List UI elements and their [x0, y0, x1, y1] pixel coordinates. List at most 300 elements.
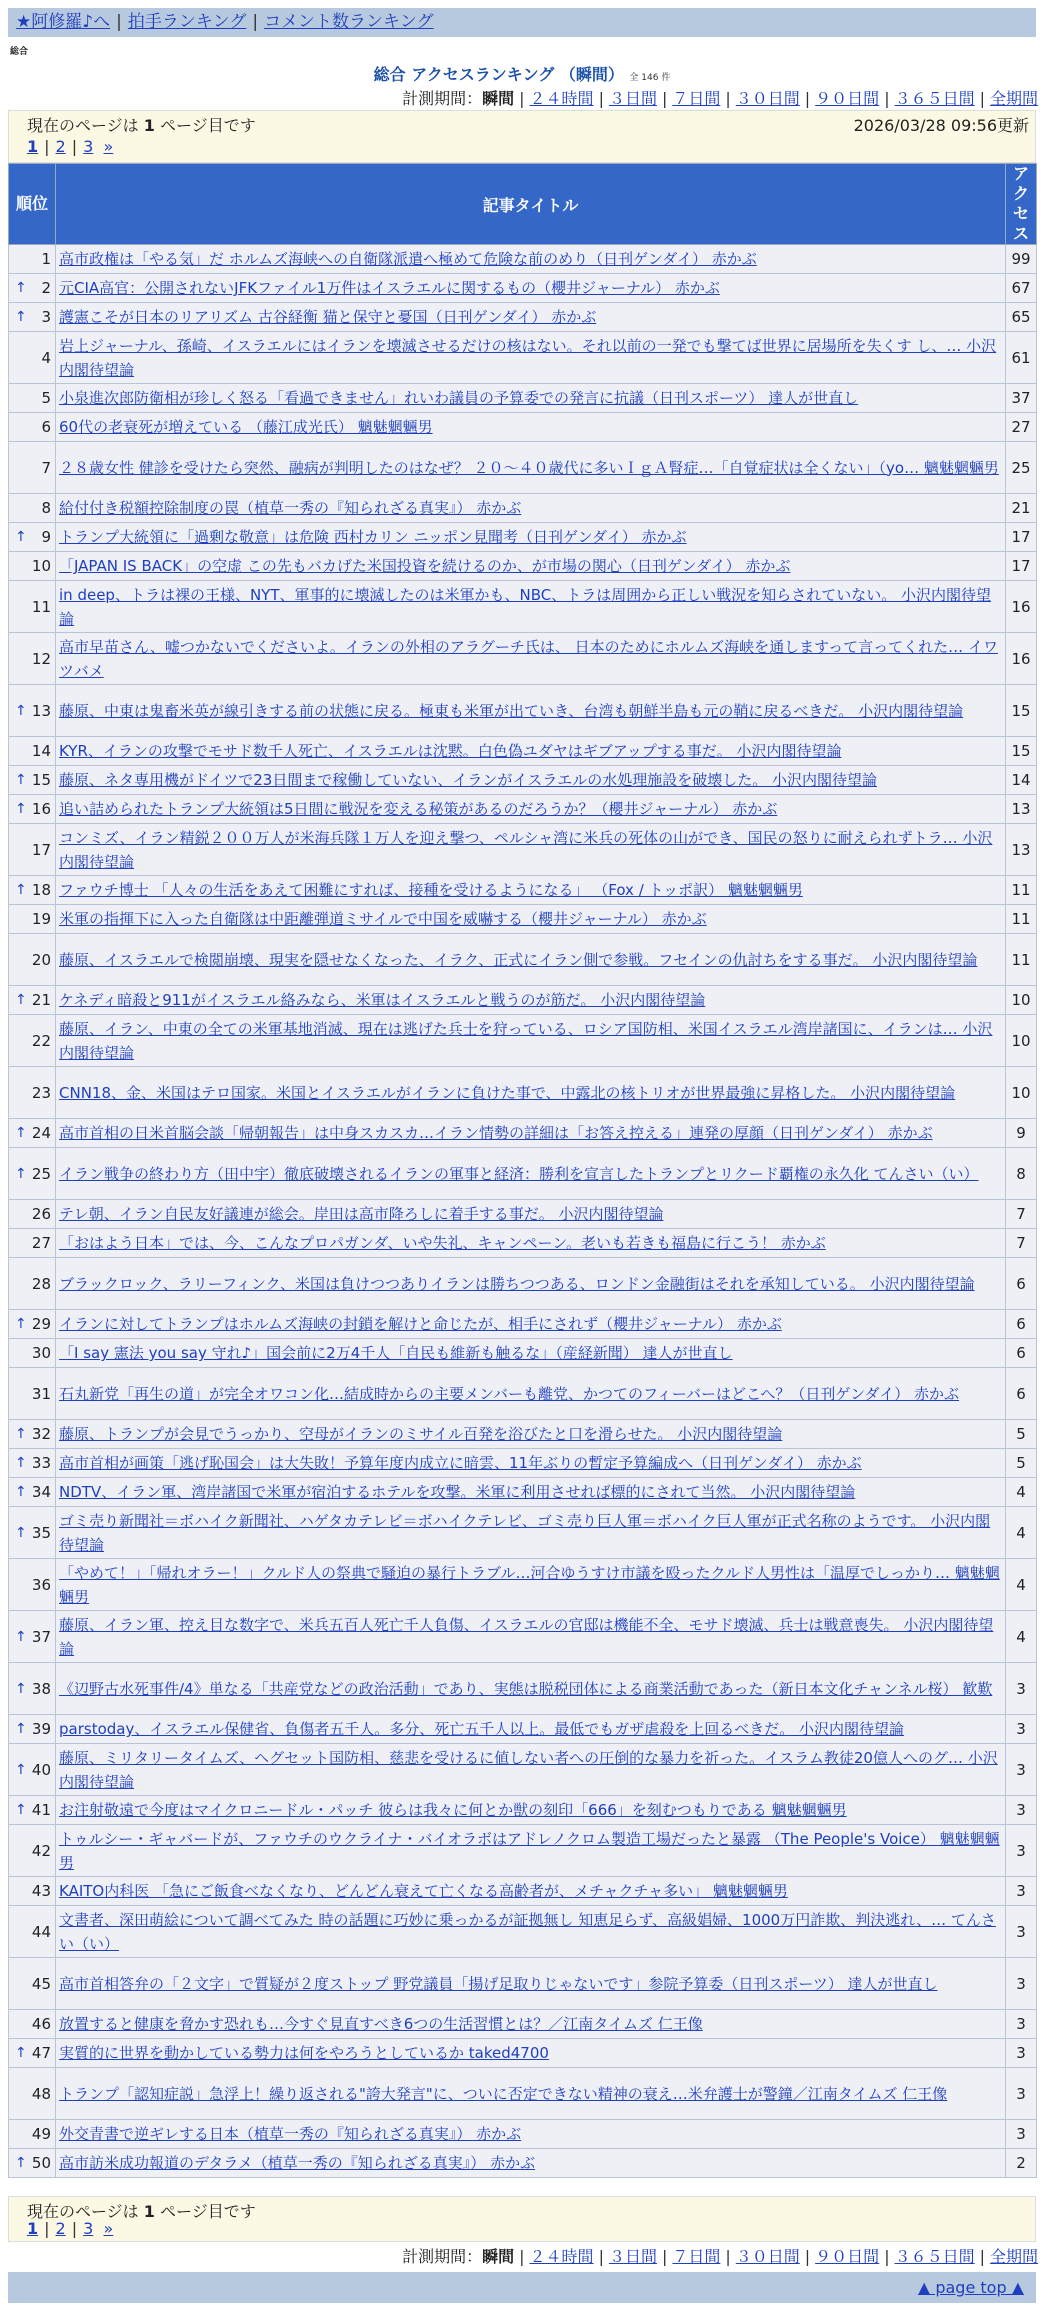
- article-link[interactable]: 実質的に世界を動かしている勢力は何をやろうとしているか taked4700: [59, 2044, 549, 2062]
- access-count: 6: [1006, 1368, 1037, 1420]
- table-row: [9, 1067, 1037, 1119]
- rank-cell: [9, 1715, 56, 1744]
- article-link[interactable]: 米軍の指揮下に入った自衛隊は中距離弾道ミサイルで中国を威嚇する（櫻井ジャーナル） 赤かぶ: [59, 910, 707, 928]
- up-arrow-icon: ↑: [15, 992, 27, 1008]
- rank-cell: [9, 1559, 56, 1611]
- access-count: 13: [1006, 824, 1037, 876]
- rank-cell: [9, 633, 56, 685]
- period-30d[interactable]: ３０日間: [735, 2247, 800, 2266]
- access-count: 5: [1006, 1449, 1037, 1478]
- up-arrow-icon: ↑: [15, 1165, 27, 1182]
- table-row: [9, 245, 1037, 274]
- rank-number: 35: [31, 1523, 51, 1542]
- article-link[interactable]: 《辺野古水死事件/4》単なる「共産党などの政治活動」であり、実態は脱税団体による商業活動であった（新日本文化チャンネル桜） 歓歎: [59, 1679, 993, 1698]
- title-cell: [56, 824, 1006, 876]
- title-cell: [56, 1611, 1006, 1663]
- rank-cell: [9, 274, 56, 303]
- rank-number: 24: [31, 1124, 51, 1142]
- article-link[interactable]: トランプ大統領に「過剰な敬意」は危険 西村カリン ニッポン見聞考（日刊ゲンダイ） 赤かぶ: [59, 528, 687, 546]
- up-arrow-icon: ↑: [15, 1484, 27, 1500]
- rank-cell: [9, 1449, 56, 1478]
- table-row: [9, 1310, 1037, 1339]
- rank-number: 8: [41, 499, 51, 517]
- title-cell: [56, 332, 1006, 384]
- access-count: 4: [1006, 1507, 1037, 1559]
- article-link[interactable]: 高市訪米成功報道のデタラメ（植草一秀の『知られざる真実』） 赤かぶ: [59, 2154, 536, 2172]
- period-all[interactable]: 全期間: [989, 89, 1038, 108]
- table-row: [9, 384, 1037, 413]
- article-link[interactable]: 高市首相答弁の「２文字」で質疑が２度ストップ 野党議員「揚げ足取りじゃないです」参院予算委（日刊スポーツ） 達人が世直し: [59, 1974, 938, 1993]
- access-count: 10: [1006, 1067, 1037, 1119]
- rank-cell: [9, 1478, 56, 1507]
- access-count: 16: [1006, 633, 1037, 685]
- title-cell: [56, 1877, 1006, 1906]
- rank-number: 13: [31, 701, 51, 720]
- page-link-3[interactable]: 3: [83, 2219, 94, 2238]
- rank-cell: [9, 905, 56, 934]
- article-link[interactable]: コンミズ、イラン精鋭２００万人が米海兵隊１万人を迎え撃つ、ペルシャ湾に米兵の死体の山ができ、国民の怒りに耐えられずトラ… 小沢内閣待望論: [59, 828, 993, 871]
- rank-cell: [9, 1796, 56, 1825]
- period-90d[interactable]: ９０日間: [815, 89, 880, 108]
- access-count: 3: [1006, 1877, 1037, 1906]
- access-count: 27: [1006, 413, 1037, 442]
- access-count: 3: [1006, 1825, 1037, 1877]
- table-row: [9, 413, 1037, 442]
- title-cell: [56, 1559, 1006, 1611]
- article-link[interactable]: 高市首相の日米首脳会談「帰朝報告」は中身スカスカ…イラン情勢の詳細は「お答え控える」連発の厚顔（日刊ゲンダイ） 赤かぶ: [59, 1124, 933, 1142]
- rank-cell: [9, 442, 56, 494]
- access-count: 10: [1006, 986, 1037, 1015]
- rank-number: 45: [31, 1974, 51, 1993]
- article-link[interactable]: トランプ「認知症説」急浮上！繰り返される"誇大発言"に、ついに否定できない精神の衰え…米弁護士が警鐘／江南タイムズ 仁王像: [59, 2084, 948, 2103]
- title-cell: [56, 1796, 1006, 1825]
- page-info-top: [8, 110, 1036, 163]
- rank-cell: [9, 1148, 56, 1200]
- page-info-text: 現在のページは 1 ページ目です: [27, 116, 256, 135]
- period-label: 計測期間：: [402, 89, 483, 108]
- rank-number: 23: [31, 1083, 51, 1102]
- table-row: [9, 303, 1037, 332]
- rank-cell: [9, 413, 56, 442]
- rank-cell: [9, 1663, 56, 1715]
- rank-number: 9: [41, 528, 51, 546]
- article-link[interactable]: NDTV、イラン軍、湾岸諸国で米軍が宿泊するホテルを攻撃。米軍に利用させれば標的にされて当然。 小沢内閣待望論: [59, 1483, 856, 1501]
- up-arrow-icon: ↑: [15, 702, 27, 719]
- title-cell: [56, 303, 1006, 332]
- total-count: 全 146 件: [629, 73, 671, 83]
- up-arrow-icon: ↑: [15, 882, 27, 898]
- rank-number: 49: [31, 2125, 51, 2143]
- rank-cell: [9, 384, 56, 413]
- table-row: [9, 795, 1037, 824]
- article-link[interactable]: 岩上ジャーナル、孫崎、イスラエルにはイランを壊滅させるだけの核はない。それ以前の一発でも撃てば世界に居場所を失くす し、… 小沢内閣待望論: [59, 336, 997, 379]
- article-link[interactable]: 文書者、深田萌絵について調べてみた 時の話題に巧妙に乗っかるが証拠無し 知恵足らず、高級娼婦、1000万円詐欺、判決逃れ、… てんさい（い）: [59, 1910, 996, 1953]
- access-count: 3: [1006, 2039, 1037, 2068]
- rank-number: 17: [31, 840, 51, 859]
- article-link[interactable]: ケネディ暗殺と911がイスラエル絡みなら、米軍はイスラエルと戦うのが筋だ。 小沢内閣待望論: [59, 991, 706, 1009]
- rank-cell: [9, 2120, 56, 2149]
- table-row: [9, 905, 1037, 934]
- rank-number: 37: [31, 1627, 51, 1646]
- article-link[interactable]: 高市首相が画策「逃げ恥国会」は大失敗！予算年度内成立に暗雲、11年ぶりの暫定予算編成へ（日刊ゲンダイ） 赤かぶ: [59, 1454, 862, 1472]
- table-row: [9, 581, 1037, 633]
- period-365d[interactable]: ３６５日間: [894, 2247, 975, 2266]
- rank-cell: [9, 766, 56, 795]
- rank-number: 40: [31, 1760, 51, 1779]
- access-count: 3: [1006, 1663, 1037, 1715]
- article-link[interactable]: 藤原、イラン軍、控え目な数字で、米兵五百人死亡千人負傷、イスラエルの官邸は機能不全、モサド壊滅、兵士は戦意喪失。 小沢内閣待望論: [59, 1615, 994, 1658]
- article-link[interactable]: 高市政権は「やる気」だ ホルムズ海峡への自衛隊派遣へ極めて危険な前のめり（日刊ゲンダイ） 赤かぶ: [59, 250, 757, 268]
- rank-number: 39: [31, 1720, 51, 1738]
- table-row: [9, 1559, 1037, 1611]
- table-row: [9, 1715, 1037, 1744]
- table-row: [9, 1796, 1037, 1825]
- access-count: 25: [1006, 442, 1037, 494]
- period-365d[interactable]: ３６５日間: [894, 89, 975, 108]
- rank-cell: [9, 986, 56, 1015]
- title-cell: [56, 581, 1006, 633]
- access-count: 7: [1006, 1200, 1037, 1229]
- title-cell: [56, 523, 1006, 552]
- comment-ranking-link[interactable]: コメント数ランキング: [264, 12, 434, 32]
- title-cell: [56, 633, 1006, 685]
- rank-cell: [9, 2149, 56, 2178]
- access-count: 11: [1006, 934, 1037, 986]
- access-count: 11: [1006, 876, 1037, 905]
- title-cell: [56, 413, 1006, 442]
- rank-number: 4: [41, 348, 51, 367]
- rank-number: 30: [31, 1344, 51, 1362]
- article-link[interactable]: 小泉進次郎防衛相が珍しく怒る「看過できません」れいわ議員の予算委での発言に抗議（日刊スポーツ） 達人が世直し: [59, 389, 859, 407]
- article-link[interactable]: KYR、イランの攻撃でモサド数千人死亡、イスラエルは沈黙。白色偽ユダヤはギブアップする事だ。 小沢内閣待望論: [59, 742, 842, 760]
- rank-number: 16: [31, 800, 51, 818]
- table-row: [9, 934, 1037, 986]
- article-link[interactable]: 「おはよう日本」では、今、こんなプロパガンダ、いや失礼、キャンペーン。老いも若きも福島に行こう！ 赤かぶ: [59, 1234, 826, 1252]
- title-cell: [56, 1507, 1006, 1559]
- table-row: [9, 1258, 1037, 1310]
- table-row: [9, 332, 1037, 384]
- access-count: 13: [1006, 795, 1037, 824]
- rank-number: 31: [31, 1384, 51, 1403]
- access-count: 11: [1006, 905, 1037, 934]
- title-cell: [56, 1906, 1006, 1958]
- article-link[interactable]: 「JAPAN IS BACK」の空虚 この先もバカげた米国投資を続けるのか、が市場の関心（日刊ゲンダイ） 赤かぶ: [59, 557, 791, 575]
- article-link[interactable]: ゴミ売り新聞社＝ボハイク新聞社、ハゲタカテレビ＝ボハイクテレビ、ゴミ売り巨人軍＝ボハイク巨人軍が正式名称のようです。 小沢内閣待望論: [59, 1511, 991, 1554]
- table-row: [9, 876, 1037, 905]
- period-label: 計測期間：: [402, 2247, 483, 2266]
- period-3d[interactable]: ３日間: [608, 2247, 657, 2266]
- table-row: [9, 1119, 1037, 1148]
- page-link-2[interactable]: 2: [55, 2219, 66, 2238]
- access-count: 99: [1006, 245, 1037, 274]
- article-link[interactable]: in deep、トラは裸の王様、NYT、軍事的に壊滅したのは米軍かも、NBC、トラは周囲から正しい戦況を知らされていない。 小沢内閣待望論: [59, 585, 991, 628]
- table-row: [9, 1507, 1037, 1559]
- article-link[interactable]: 追い詰められたトランプ大統領は5日間に戦況を変える秘策があるのだろうか？（櫻井ジャーナル） 赤かぶ: [59, 800, 778, 818]
- rank-number: 1: [41, 250, 51, 268]
- table-row: [9, 1339, 1037, 1368]
- page-link-1[interactable]: 1: [27, 2219, 39, 2238]
- title-cell: [56, 1148, 1006, 1200]
- up-arrow-icon: ↑: [15, 2045, 27, 2061]
- rank-number: 42: [31, 1841, 51, 1860]
- rank-number: 15: [31, 771, 51, 789]
- rank-cell: [9, 1310, 56, 1339]
- rank-cell: [9, 2068, 56, 2120]
- title-cell: [56, 1449, 1006, 1478]
- title-cell: [56, 934, 1006, 986]
- rank-number: 27: [31, 1234, 51, 1252]
- table-row: [9, 685, 1037, 737]
- rank-cell: [9, 494, 56, 523]
- article-link[interactable]: 高市早苗さん、嘘つかないでくださいよ。イランの外相のアラグーチ氏は、 日本のためにホルムズ海峡を通しますって言ってくれた… イワツバメ: [59, 637, 998, 680]
- table-row: [9, 1015, 1037, 1067]
- access-count: 6: [1006, 1258, 1037, 1310]
- table-row: [9, 1200, 1037, 1229]
- clap-ranking-link[interactable]: 拍手ランキング: [127, 12, 247, 32]
- rank-number: 33: [31, 1454, 51, 1472]
- title-cell: [56, 2010, 1006, 2039]
- access-count: 4: [1006, 1559, 1037, 1611]
- page-link-2[interactable]: 2: [55, 137, 66, 156]
- period-selector-top: 計測期間：瞬間 | ２４時間 | ３日間 | ７日間 | ３０日間 | ９０日間 | ３６５日間 | 全期間: [402, 89, 1038, 108]
- page-link-1[interactable]: 1: [27, 137, 39, 156]
- title-cell: [56, 442, 1006, 494]
- rank-cell: [9, 1958, 56, 2010]
- title-cell: [56, 2039, 1006, 2068]
- rank-number: 7: [41, 458, 51, 477]
- access-count: 8: [1006, 1148, 1037, 1200]
- up-arrow-icon: ↑: [15, 309, 27, 325]
- title-cell: [56, 2120, 1006, 2149]
- title-cell: [56, 685, 1006, 737]
- up-arrow-icon: ↑: [15, 1125, 27, 1141]
- rank-number: 12: [31, 649, 51, 668]
- page-next-link[interactable]: »: [103, 2219, 114, 2238]
- table-row: [9, 2010, 1037, 2039]
- article-link[interactable]: テレ朝、イラン自民友好議連が総会。岸田は高市降ろしに着手する事だ。 小沢内閣待望論: [59, 1205, 664, 1223]
- up-arrow-icon: ↑: [15, 1455, 27, 1471]
- article-link[interactable]: イラン戦争の終わり方（田中宇）徹底破壊されるイランの軍事と経済：勝利を宣言したトランプとリクード覇権の永久化 てんさい（い）: [59, 1164, 979, 1183]
- table-row: [9, 1906, 1037, 1958]
- title-cell: [56, 245, 1006, 274]
- article-link[interactable]: お注射敬遠で今度はマイクロニードル・パッチ 彼らは我々に何とか獣の刻印「666」を刻むつもりである 魑魅魍魎男: [59, 1801, 847, 1819]
- rank-number: 29: [31, 1315, 51, 1333]
- rank-number: 18: [31, 881, 51, 899]
- access-count: 15: [1006, 737, 1037, 766]
- rank-cell: [9, 2010, 56, 2039]
- access-count: 61: [1006, 332, 1037, 384]
- up-arrow-icon: ↑: [15, 1316, 27, 1332]
- table-row: [9, 633, 1037, 685]
- rank-cell: [9, 824, 56, 876]
- article-link[interactable]: parstoday、イスラエル保健省、負傷者五千人。多分、死亡五千人以上。最低でもガザ虐殺を上回るべきだ。 小沢内閣待望論: [59, 1720, 904, 1738]
- page-link-3[interactable]: 3: [83, 137, 94, 156]
- title-cell: [56, 986, 1006, 1015]
- rank-cell: [9, 581, 56, 633]
- title-cell: [56, 737, 1006, 766]
- title-cell: [56, 1339, 1006, 1368]
- article-link[interactable]: 護憲こそが日本のリアリズム 古谷経衡 猫と保守と憂国（日刊ゲンダイ） 赤かぶ: [59, 308, 597, 326]
- article-link[interactable]: KAITO内科医 「急にご飯食べなくなり、どんどん衰えて亡くなる高齢者が、メチャクチャ多い」 魑魅魍魎男: [59, 1882, 788, 1900]
- article-link[interactable]: ファウチ博士 「人々の生活をあえて困難にすれば、接種を受けるようになる」 （Fox / トッポ訳） 魑魅魍魎男: [59, 881, 803, 899]
- article-link[interactable]: 「I say 憲法 you say 守れ♪」国会前に2万4千人「自民も維新も触るな」（産経新聞） 達人が世直し: [59, 1344, 733, 1362]
- rank-number: 5: [41, 389, 51, 407]
- title-cell: [56, 494, 1006, 523]
- rank-number: 36: [31, 1575, 51, 1594]
- table-row: [9, 1958, 1037, 2010]
- title-cell: [56, 1478, 1006, 1507]
- table-row: [9, 552, 1037, 581]
- up-arrow-icon: ↑: [15, 1628, 27, 1645]
- updated-time: 2026/03/28 09:56更新: [853, 116, 1029, 135]
- rank-number: 21: [31, 991, 51, 1009]
- title-cell: [56, 1258, 1006, 1310]
- title-cell: [56, 1310, 1006, 1339]
- table-row: [9, 1877, 1037, 1906]
- table-row: [9, 1368, 1037, 1420]
- up-arrow-icon: ↑: [15, 1802, 27, 1818]
- rank-number: 46: [31, 2015, 51, 2033]
- table-row: [9, 1420, 1037, 1449]
- title-cell: [56, 1420, 1006, 1449]
- article-link[interactable]: 放置すると健康を脅かす恐れも…今すぐ見直すべき6つの生活習慣とは？／江南タイムズ 仁王像: [59, 2015, 703, 2033]
- pagination-bottom: 1 | 2 | 3 »: [27, 2219, 114, 2238]
- period-7d[interactable]: ７日間: [672, 89, 721, 108]
- rank-number: 19: [31, 910, 51, 928]
- table-row: [9, 1611, 1037, 1663]
- access-count: 6: [1006, 1339, 1037, 1368]
- rank-cell: [9, 1877, 56, 1906]
- period-24h[interactable]: ２４時間: [529, 89, 594, 108]
- title-cell: [56, 795, 1006, 824]
- rank-number: 41: [31, 1801, 51, 1819]
- page-next-link[interactable]: »: [103, 137, 114, 156]
- period-selector-bottom: 計測期間：瞬間 | ２４時間 | ３日間 | ７日間 | ３０日間 | ９０日間 | ３６５日間 | 全期間: [402, 2247, 1038, 2266]
- table-row: [9, 442, 1037, 494]
- page-top-link[interactable]: ▲ page top ▲: [917, 2278, 1024, 2297]
- rank-number: 6: [41, 418, 51, 436]
- access-count: 3: [1006, 1744, 1037, 1796]
- title-cell: [56, 1067, 1006, 1119]
- rank-cell: [9, 1906, 56, 1958]
- rank-number: 48: [31, 2084, 51, 2103]
- rank-number: 43: [31, 1882, 51, 1900]
- article-link[interactable]: ブラックロック、ラリーフィンク、米国は負けつつありイランは勝ちつつある、ロンドン金融街はそれを承知している。 小沢内閣待望論: [59, 1274, 975, 1293]
- table-row: [9, 737, 1037, 766]
- access-count: 3: [1006, 2068, 1037, 2120]
- table-row: [9, 2120, 1037, 2149]
- rank-cell: [9, 1825, 56, 1877]
- article-link[interactable]: 藤原、トランプが会見でうっかり、空母がイランのミサイル百発を浴びたと口を滑らせた。 小沢内閣待望論: [59, 1425, 783, 1443]
- table-row: [9, 523, 1037, 552]
- rank-cell: [9, 1200, 56, 1229]
- access-count: 17: [1006, 552, 1037, 581]
- access-count: 65: [1006, 303, 1037, 332]
- article-link[interactable]: 藤原、イラン、中東の全ての米軍基地消滅、現在は逃げた兵士を狩っている、ロシア国防相、米国イスラエル湾岸諸国に、イランは… 小沢内閣待望論: [59, 1019, 993, 1062]
- article-link[interactable]: 元CIA高官：公開されないJFKファイル1万件はイスラエルに関するもの（櫻井ジャーナル） 赤かぶ: [59, 279, 720, 297]
- access-count: 3: [1006, 2010, 1037, 2039]
- article-link[interactable]: 60代の老衰死が増えている （藤江成光氏） 魑魅魍魎男: [59, 418, 433, 436]
- article-link[interactable]: 給付付き税額控除制度の罠（植草一秀の『知られざる真実』） 赤かぶ: [59, 499, 522, 517]
- article-link[interactable]: 「やめて！」「帰れオラー！」クルド人の祭典で騒迫の暴行トラブル…河合ゆうすけ市議を殴ったクルド人男性は「温厚でしっかり… 魑魅魍魎男: [59, 1563, 1000, 1606]
- up-arrow-icon: ↑: [15, 1761, 27, 1778]
- table-row: [9, 2068, 1037, 2120]
- up-arrow-icon: ↑: [15, 801, 27, 817]
- period-24h[interactable]: ２４時間: [529, 2247, 594, 2266]
- access-count: 3: [1006, 2120, 1037, 2149]
- period-30d[interactable]: ３０日間: [735, 89, 800, 108]
- access-count: 2: [1006, 2149, 1037, 2178]
- article-link[interactable]: イランに対してトランプはホルムズ海峡の封鎖を解けと命じたが、相手にされず（櫻井ジャーナル） 赤かぶ: [59, 1315, 782, 1333]
- rank-cell: [9, 1119, 56, 1148]
- article-link[interactable]: 石丸新党「再生の道」が完全オワコン化…結成時からの主要メンバーも離党、かつてのフィーバーはどこへ？（日刊ゲンダイ） 赤かぶ: [59, 1384, 959, 1403]
- rank-number: 25: [31, 1164, 51, 1183]
- article-link[interactable]: 藤原、ネタ専用機がドイツで23日間まで稼働していない、イランがイスラエルの水処理施設を破壊した。 小沢内閣待望論: [59, 771, 877, 789]
- rank-cell: [9, 1368, 56, 1420]
- article-link[interactable]: トゥルシー・ギャバードが、ファウチのウクライナ・バイオラボはアドレノクロム製造工場だったと暴露 （The People's Voice） 魑魅魍魎男: [59, 1829, 1000, 1872]
- access-count: 16: [1006, 581, 1037, 633]
- up-arrow-icon: ↑: [15, 1524, 27, 1541]
- rank-number: 20: [31, 950, 51, 969]
- page-title-text: 総合 アクセスランキング （瞬間）: [373, 65, 624, 84]
- article-link[interactable]: 藤原、ミリタリータイムズ、ヘグセット国防相、慈悲を受けるに値しない者への圧倒的な暴力を祈った。イスラム教徒20億人へのグ… 小沢内閣待望論: [59, 1748, 998, 1791]
- rank-cell: [9, 552, 56, 581]
- ranking-table: [8, 163, 1037, 2178]
- rank-number: 32: [31, 1425, 51, 1443]
- period-7d[interactable]: ７日間: [672, 2247, 721, 2266]
- footer-bar: [8, 2272, 1036, 2303]
- rank-number: 44: [31, 1922, 51, 1941]
- rank-cell: [9, 1339, 56, 1368]
- article-link[interactable]: 藤原、中東は鬼畜米英が線引きする前の状態に戻る。極東も米軍が出ていき、台湾も朝鮮半島も元の鞘に戻るべきだ。 小沢内閣待望論: [59, 701, 964, 720]
- title-cell: [56, 1744, 1006, 1796]
- table-row: [9, 986, 1037, 1015]
- table-row: [9, 1825, 1037, 1877]
- title-cell: [56, 274, 1006, 303]
- rank-cell: [9, 1611, 56, 1663]
- access-count: 14: [1006, 766, 1037, 795]
- table-row: [9, 766, 1037, 795]
- rank-cell: [9, 1507, 56, 1559]
- up-arrow-icon: ↑: [15, 1721, 27, 1737]
- rank-number: 38: [31, 1679, 51, 1698]
- rank-cell: [9, 934, 56, 986]
- article-link[interactable]: ２８歳女性 健診を受けたら突然、融病が判明したのはなぜ？ ２０～４０歳代に多いＩｇＡ腎症…「自覚症状は全くない」（yo… 魑魅魍魎男: [59, 458, 999, 477]
- header-title: 記事タイトル: [56, 164, 1006, 245]
- title-cell: [56, 552, 1006, 581]
- table-row: [9, 1744, 1037, 1796]
- access-count: 37: [1006, 384, 1037, 413]
- rank-number: 47: [31, 2044, 51, 2062]
- access-count: 10: [1006, 1015, 1037, 1067]
- article-link[interactable]: 外交青書で逆ギレする日本（植草一秀の『知られざる真実』） 赤かぶ: [59, 2125, 522, 2143]
- home-link[interactable]: ★阿修羅♪へ: [16, 12, 111, 32]
- access-count: 3: [1006, 1906, 1037, 1958]
- table-row: [9, 824, 1037, 876]
- article-link[interactable]: 藤原、イスラエルで検閲崩壊、現実を隠せなくなった、イラク、正式にイラン側で参戦。フセインの仇討ちをする事だ。 小沢内閣待望論: [59, 950, 978, 969]
- access-count: 5: [1006, 1420, 1037, 1449]
- period-all[interactable]: 全期間: [989, 2247, 1038, 2266]
- rank-cell: [9, 303, 56, 332]
- title-cell: [56, 1119, 1006, 1148]
- access-count: 3: [1006, 1796, 1037, 1825]
- period-3d[interactable]: ３日間: [608, 89, 657, 108]
- article-link[interactable]: CNN18、金、米国はテロ国家。米国とイスラエルがイランに負けた事で、中露北の核トリオが世界最強に昇格した。 小沢内閣待望論: [59, 1083, 956, 1102]
- rank-number: 28: [31, 1274, 51, 1293]
- up-arrow-icon: ↑: [15, 1426, 27, 1442]
- title-cell: [56, 2068, 1006, 2120]
- period-90d[interactable]: ９０日間: [815, 2247, 880, 2266]
